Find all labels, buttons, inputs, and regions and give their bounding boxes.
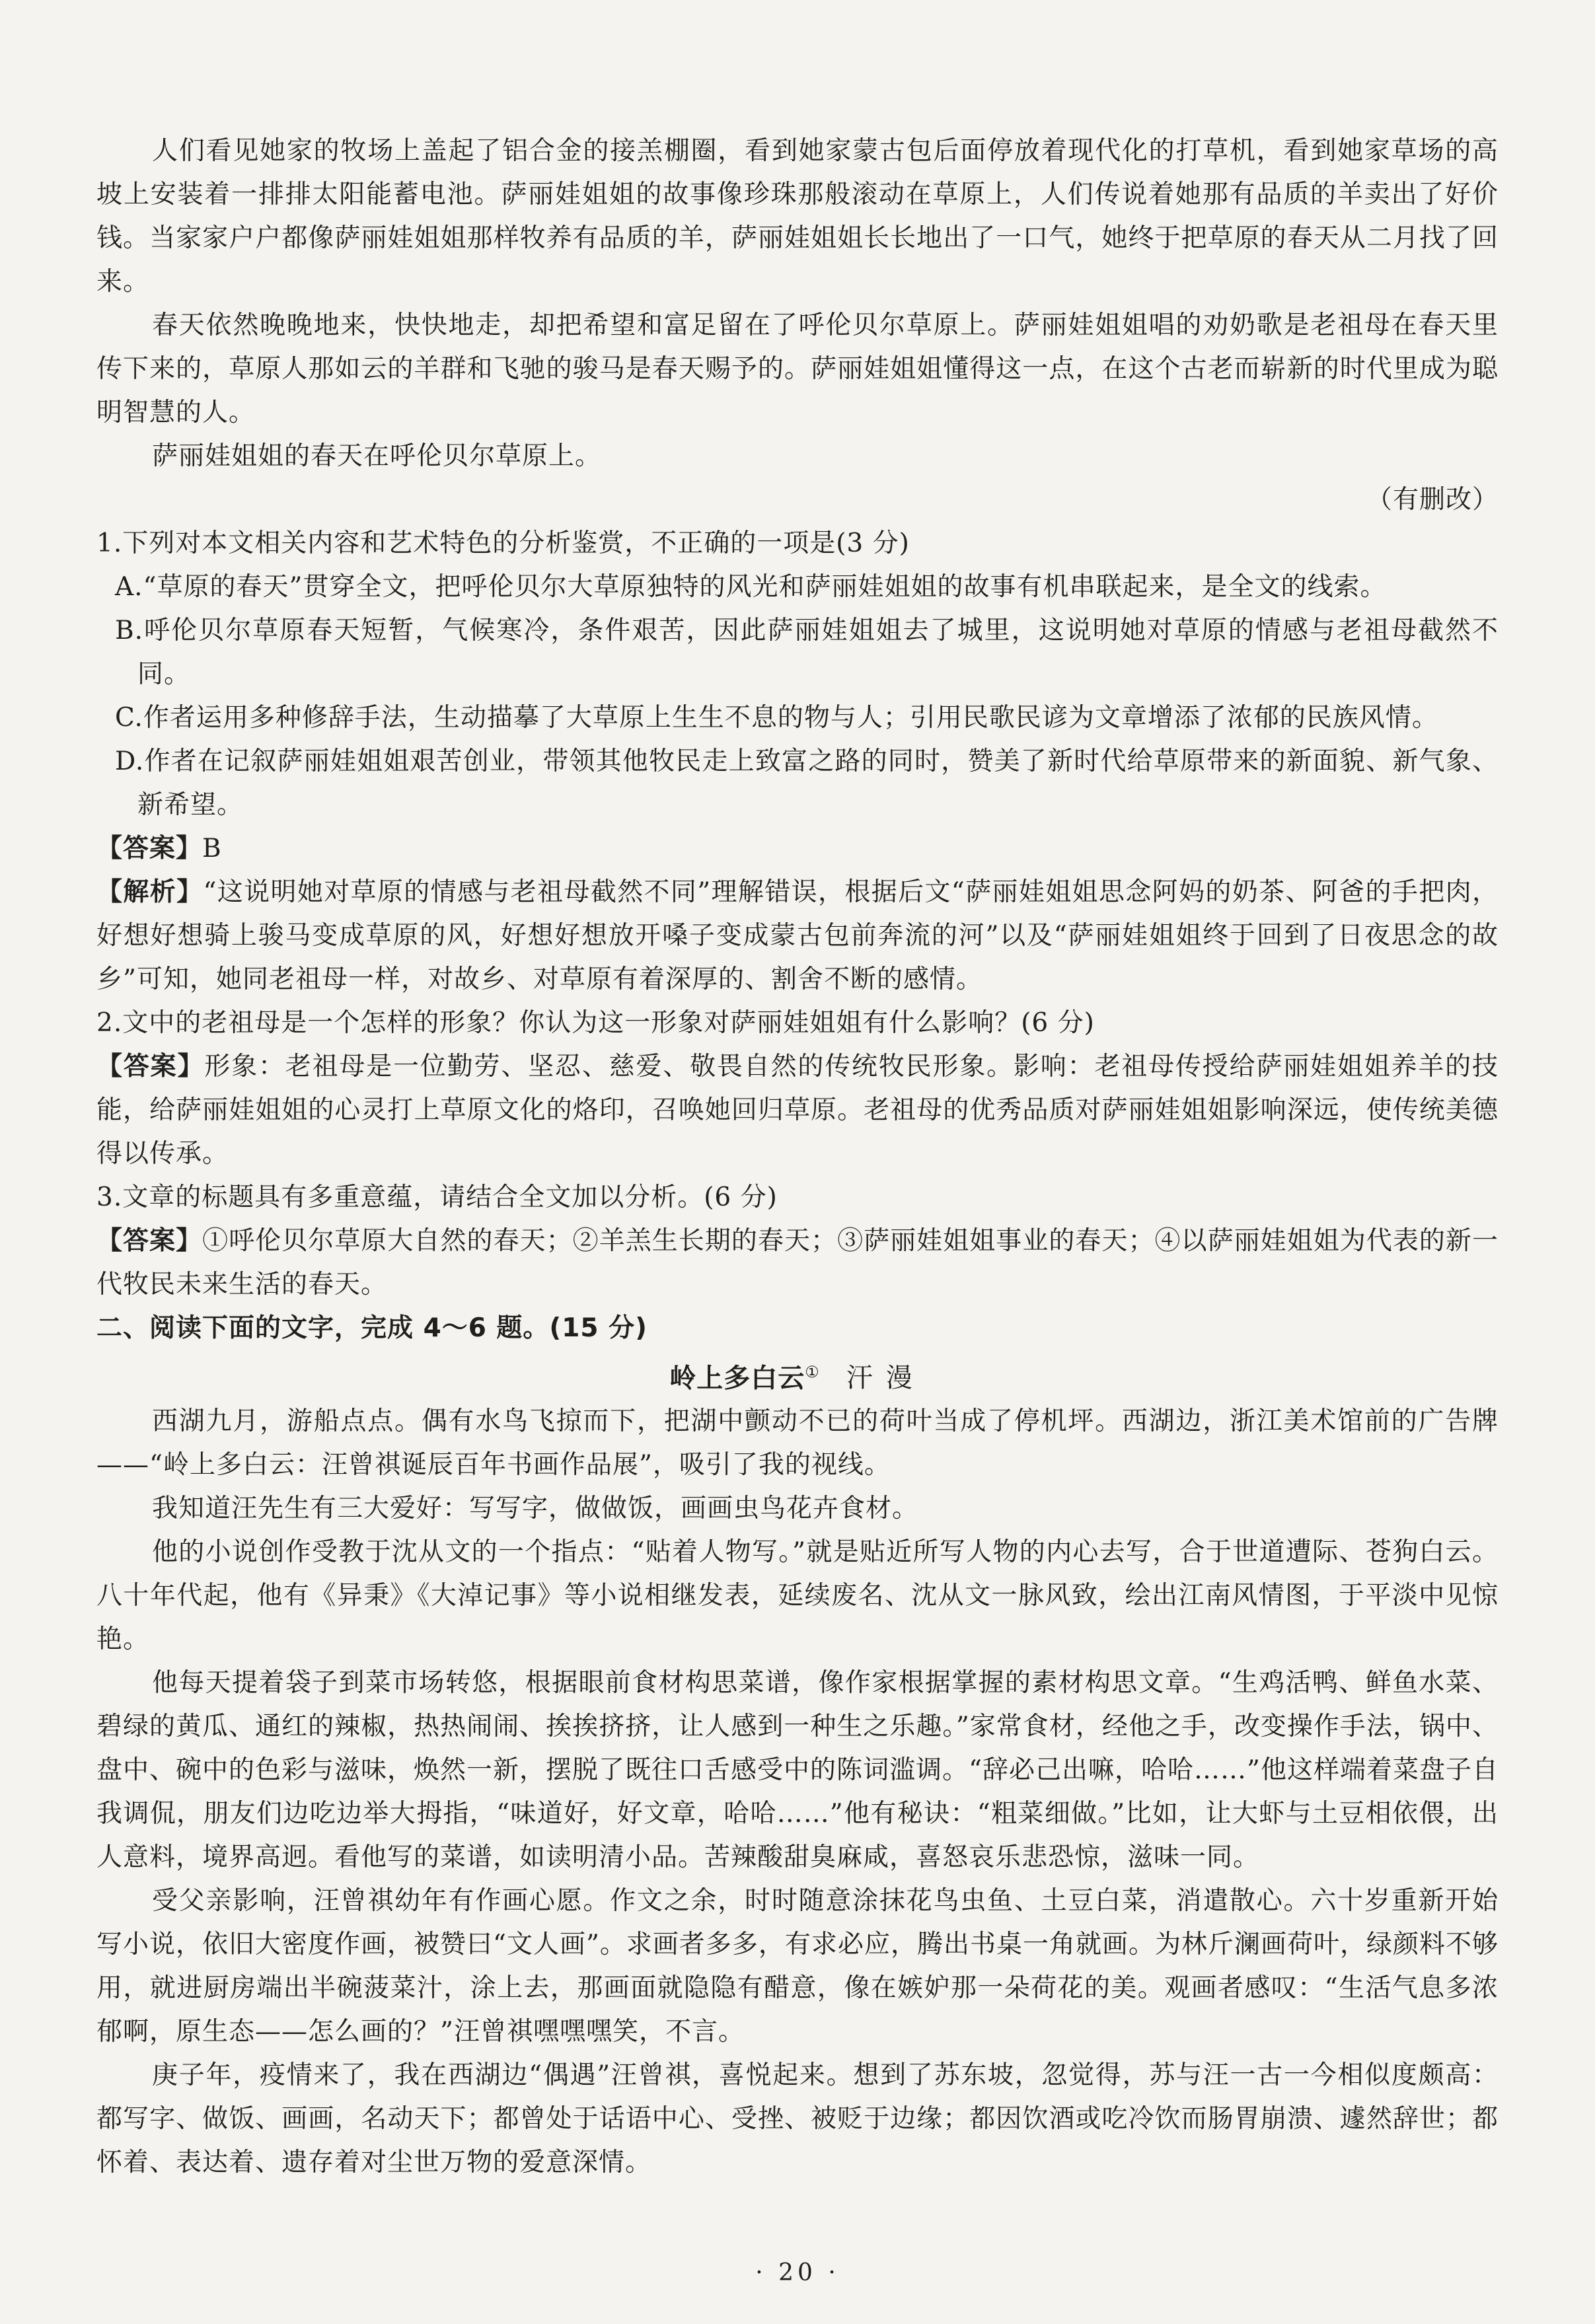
- analysis-tag: 【解析】: [96, 877, 204, 907]
- article-paragraph: 庚子年，疫情来了，我在西湖边“偶遇”汪曾祺，喜悦起来。想到了苏东坡，忽觉得，苏与汪一古一今相似度颇高：都写字、做饭、画画，名动天下；都曾处于话语中心、受挫、被贬于边缘；都因饮酒或吃冷饮而肠胃崩溃、遽然辞世；都怀着、表达着、遗存着对尘世万物的爱意深情。: [96, 2060, 1499, 2178]
- question-stem: 2.文中的老祖母是一个怎样的形象？你认为这一形象对萨丽娃姐姐有什么影响？(6 分): [96, 1008, 1095, 1038]
- answer-tag: 【答案】: [96, 834, 203, 863]
- option-d: D.作者在记叙萨丽娃姐姐艰苦创业，带领其他牧民走上致富之路的同时，赞美了新时代给草原带来的新面貌、新气象、新希望。: [115, 746, 1499, 820]
- article-title: 岭上多白云: [669, 1363, 805, 1394]
- question-stem: 3.文章的标题具有多重意蕴，请结合全文加以分析。(6 分): [96, 1182, 778, 1212]
- answer-tag: 【答案】: [96, 1052, 205, 1081]
- article-author: 汗漫: [846, 1363, 926, 1394]
- answer-line: [96, 827, 1499, 871]
- story-paragraph: 春天依然晚晚地来，快快地走，却把希望和富足留在了呼伦贝尔草原上。萨丽娃姐姐唱的劝奶歌是老祖母在春天里传下来的，草原人那如云的羊群和飞驰的骏马是春天赐予的。萨丽娃姐姐懂得这一点，在这个古老而崭新的时代里成为聪明智慧的人。: [96, 310, 1499, 427]
- article-paragraph: 他的小说创作受教于沈从文的一个指点：“贴着人物写。”就是贴近所写人物的内心去写，合于世道遭际、苍狗白云。八十年代起，他有《异秉》《大淖记事》等小说相继发表，延续废名、沈从文一脉风致，绘出江南风情图，于平淡中见惊艳。: [96, 1537, 1499, 1655]
- analysis-line: [96, 871, 1499, 1001]
- article-title-line: [96, 1350, 1499, 1400]
- question-2: [96, 1001, 1499, 1176]
- section-heading: 二、阅读下面的文字，完成 4～6 题。(15 分): [96, 1313, 648, 1343]
- article-paragraph: 受父亲影响，汪曾祺幼年有作画心愿。作文之余，时时随意涂抹花鸟虫鱼、土豆白菜，消遣散心。六十岁重新开始写小说，依旧大密度作画，被赞曰“文人画”。求画者多多，有求必应，腾出书桌一角就画。为林斤澜画荷叶，绿颜料不够用，就进厨房端出半碗菠菜汁，涂上去，那画面就隐隐有醋意，像在嫉妒那一朵荷花的美。观画者感叹：“生活气息多浓郁啊，原生态——怎么画的？”汪曾祺嘿嘿嘿笑，不言。: [96, 1886, 1499, 2047]
- analysis-text: “这说明她对草原的情感与老祖母截然不同”理解错误，根据后文“萨丽娃姐姐思念阿妈的奶茶、阿爸的手把肉，好想好想骑上骏马变成草原的风，好想好想放开嗓子变成蒙古包前奔流的河”以及“萨丽娃姐姐终于回到了日夜思念的故乡”可知，她同老祖母一样，对故乡、对草原有着深厚的、割舍不断的感情。: [96, 877, 1499, 994]
- question-3: [96, 1176, 1499, 1307]
- answer-text: B: [202, 834, 222, 863]
- answer-line: [96, 1219, 1499, 1307]
- page-number: · 20 ·: [755, 2259, 840, 2286]
- question-stem: 1.下列对本文相关内容和艺术特色的分析鉴赏，不正确的一项是(3 分): [96, 528, 910, 558]
- answer-line: [96, 1045, 1499, 1176]
- article-paragraph: 西湖九月，游船点点。偶有水鸟飞掠而下，把湖中颤动不已的荷叶当成了停机坪。西湖边，浙江美术馆前的广告牌——“岭上多白云：汪曾祺诞辰百年书画作品展”，吸引了我的视线。: [96, 1406, 1499, 1480]
- question-1: [96, 522, 1499, 1001]
- answer-text: 形象：老祖母是一位勤劳、坚忍、慈爱、敬畏自然的传统牧民形象。影响：老祖母传授给萨丽娃姐姐养羊的技能，给萨丽娃姐姐的心灵打上草原文化的烙印，召唤她回归草原。老祖母的优秀品质对萨丽娃姐姐影响深远，使传统美德得以传承。: [96, 1052, 1499, 1169]
- section-2: [96, 1307, 1499, 2185]
- option-a: A.“草原的春天”贯穿全文，把呼伦贝尔大草原独特的风光和萨丽娃姐姐的故事有机串联起来，是全文的线索。: [115, 572, 1387, 602]
- answer-tag: 【答案】: [96, 1226, 203, 1256]
- article-paragraph: 我知道汪先生有三大爱好：写写字，做做饭，画画虫鸟花卉食材。: [152, 1494, 919, 1524]
- story-paragraph: 萨丽娃姐姐的春天在呼伦贝尔草原上。: [152, 441, 602, 471]
- option-c: C.作者运用多种修辞手法，生动描摹了大草原上生生不息的物与人；引用民歌民谚为文章增添了浓郁的民族风情。: [115, 703, 1438, 733]
- article-paragraph: 他每天提着袋子到菜市场转悠，根据眼前食材构思菜谱，像作家根据掌握的素材构思文章。“生鸡活鸭、鲜鱼水菜、碧绿的黄瓜、通红的辣椒，热热闹闹、挨挨挤挤，让人感到一种生之乐趣。”家常食材，经他之手，改变操作手法，锅中、盘中、碗中的色彩与滋味，焕然一新，摆脱了既往口舌感受中的陈词滥调。“辞必己出嘛，哈哈……”他这样端着菜盘子自我调侃，朋友们边吃边举大拇指，“味道好，好文章，哈哈……”他有秘诀：“粗菜细做。”比如，让大虾与土豆相依偎，出人意料，境界高迥。看他写的菜谱，如读明清小品。苦辣酸甜臭麻咸，喜怒哀乐悲恐惊，滋味一同。: [96, 1668, 1499, 1873]
- story-paragraph: 人们看见她家的牧场上盖起了铝合金的接羔棚圈，看到她家蒙古包后面停放着现代化的打草机，看到她家草场的高坡上安装着一排排太阳能蓄电池。萨丽娃姐姐的故事像珍珠那般滚动在草原上，人们传说着她那有品质的羊卖出了好价钱。当家家户户都像萨丽娃姐姐那样牧养有品质的羊，萨丽娃姐姐长长地出了一口气，她终于把草原的春天从二月找了回来。: [96, 136, 1499, 297]
- footnote-mark: ①: [805, 1363, 820, 1381]
- option-b: B.呼伦贝尔草原春天短暂，气候寒冷，条件艰苦，因此萨丽娃姐姐去了城里，这说明她对草原的情感与老祖母截然不同。: [115, 616, 1499, 689]
- story-ending: [96, 129, 1499, 522]
- abridged-note: （有删改）: [1366, 485, 1499, 515]
- answer-text: ①呼伦贝尔草原大自然的春天；②羊羔生长期的春天；③萨丽娃姐姐事业的春天；④以萨丽娃姐姐为代表的新一代牧民未来生活的春天。: [96, 1226, 1499, 1299]
